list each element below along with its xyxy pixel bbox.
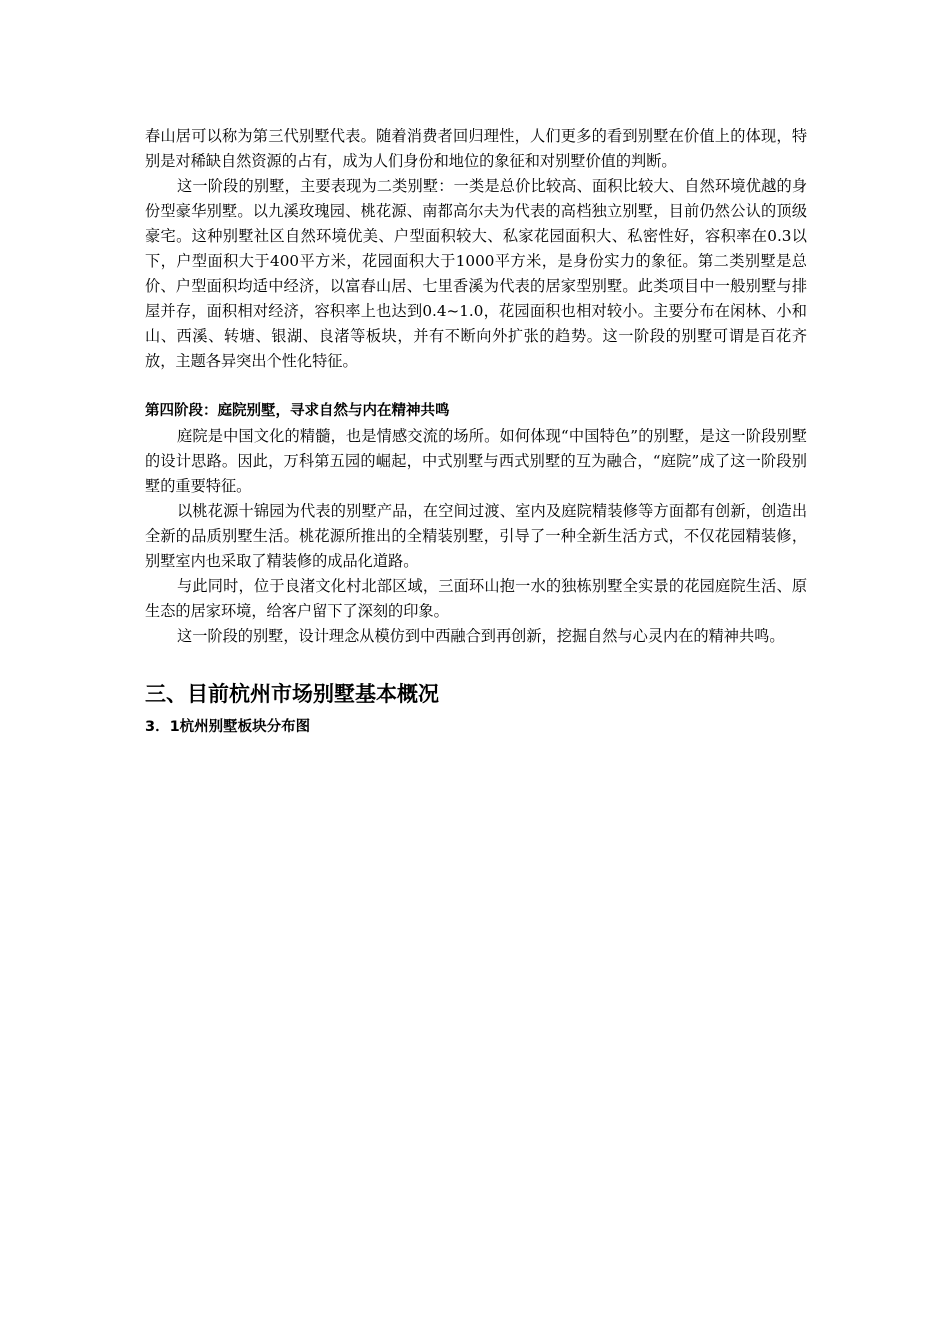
chapter-heading: 三、目前杭州市场别墅基本概况: [145, 682, 439, 706]
document-page: [145, 124, 807, 740]
paragraph-taohuayuan: 以桃花源十锦园为代表的别墅产品，在空间过渡、室内及庭院精装修等方面都有创新，创造出全新的品质别墅生活。桃花源所推出的全精装别墅，引导了一种全新生活方式，不仅花园精装修，别墅室内也采取了精装修的成品化道路。: [145, 502, 807, 570]
paragraph-third-generation: 春山居可以称为第三代别墅代表。随着消费者回归理性，人们更多的看到别墅在价值上的体现，特别是对稀缺自然资源的占有，成为人们身份和地位的象征和对别墅价值的判断。: [145, 127, 807, 170]
subsection-heading: 3．1杭州别墅板块分布图: [145, 719, 311, 735]
stage4-heading: 第四阶段：庭院别墅，寻求自然与内在精神共鸣: [145, 403, 450, 419]
paragraph-courtyard-culture: 庭院是中国文化的精髓，也是情感交流的场所。如何体现“中国特色”的别墅，是这一阶段别墅的设计思路。因此，万科第五园的崛起，中式别墅与西式别墅的互为融合，“庭院”成了这一阶段别墅的重要特征。: [145, 427, 807, 495]
paragraph-liangzhu: 与此同时，位于良渚文化村北部区域，三面环山抱一水的独栋别墅全实景的花园庭院生活、原生态的居家环境，给客户留下了深刻的印象。: [145, 577, 807, 620]
paragraph-design-concept: 这一阶段的别墅，设计理念从模仿到中西融合到再创新，挖掘自然与心灵内在的精神共鸣。: [177, 627, 785, 645]
paragraph-two-villa-types: 这一阶段的别墅，主要表现为二类别墅：一类是总价比较高、面积比较大、自然环境优越的身份型豪华别墅。以九溪玫瑰园、桃花源、南都高尔夫为代表的高档独立别墅，目前仍然公认的顶级豪宅。这种别墅社区自然环境优美、户型面积较大、私家花园面积大、私密性好，容积率在0.3以下，户型面积大于400平方米，花园面积大于1000平方米，是身份实力的象征。第二类别墅是总价、户型面积均适中经济，以富春山居、七里香溪为代表的居家型别墅。此类项目中一般别墅与排屋并存，面积相对经济，容积率上也达到0.4~1.0，花园面积也相对较小。主要分布在闲林、小和山、西溪、转塘、银湖、良渚等板块，并有不断向外扩张的趋势。这一阶段的别墅可谓是百花齐放，主题各异突出个性化特征。: [145, 177, 807, 370]
